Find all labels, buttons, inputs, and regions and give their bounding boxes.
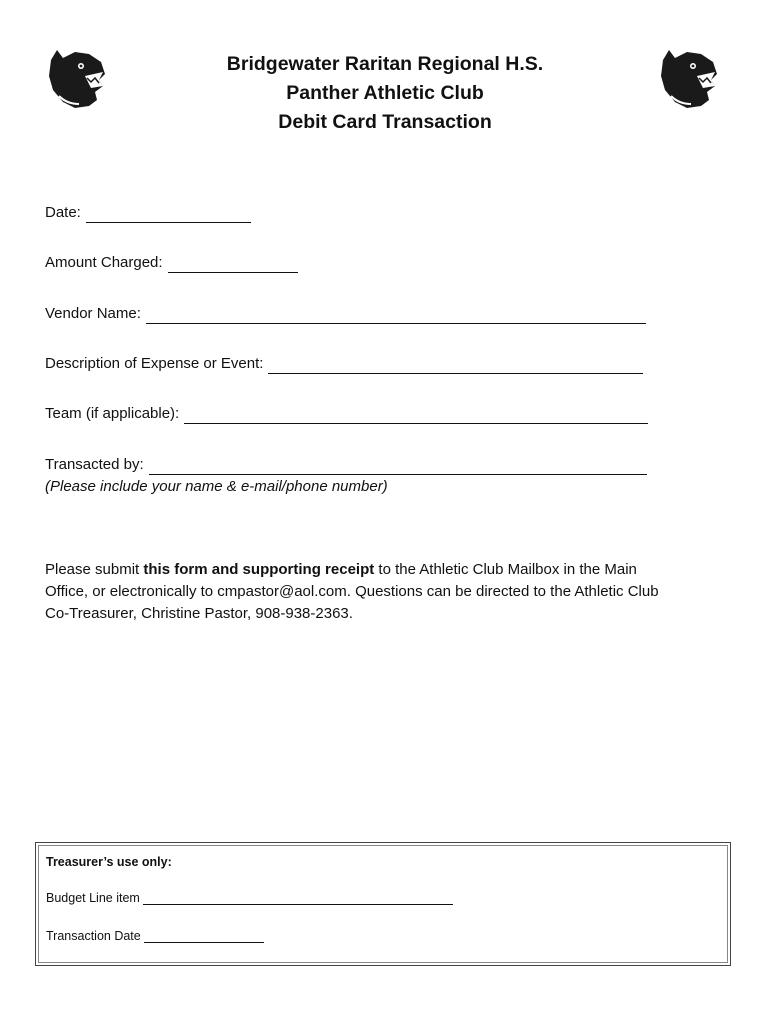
title-club: Panther Athletic Club (286, 82, 484, 104)
description-label: Description of Expense or Event: (45, 355, 264, 372)
vendor-field-row (45, 304, 646, 324)
amount-field-row (45, 253, 298, 273)
team-field-row (45, 404, 648, 424)
vendor-label: Vendor Name: (45, 305, 141, 322)
transaction-date-row (46, 929, 264, 943)
budget-line-row (46, 891, 453, 905)
description-field[interactable] (268, 357, 643, 374)
instructions-bold: this form and supporting receipt (143, 561, 375, 578)
date-field[interactable] (86, 206, 251, 223)
panther-logo-right (657, 46, 721, 112)
transacted-field[interactable] (149, 458, 647, 475)
instructions-text: Please submit (45, 561, 144, 578)
date-field-row (45, 203, 251, 223)
panther-logo-left (45, 46, 109, 112)
instructions-line-1 (45, 559, 735, 581)
treasurer-box (35, 842, 731, 966)
instructions-line-3: Co-Treasurer, Christine Pastor, 908-938-2363. (45, 605, 353, 622)
transacted-label: Transacted by: (45, 456, 144, 473)
team-field[interactable] (184, 407, 648, 424)
team-label: Team (if applicable): (45, 405, 180, 422)
treasurer-title: Treasurer’s use only: (46, 855, 172, 869)
date-label: Date: (45, 204, 81, 221)
title-form-name: Debit Card Transaction (278, 111, 492, 133)
instructions-line-2: Office, or electronically to cmpastor@aol.com. Questions can be directed to the Athletic Club (45, 583, 659, 600)
title-school: Bridgewater Raritan Regional H.S. (226, 53, 544, 75)
transaction-date-label: Transaction Date (46, 929, 141, 943)
instructions-text-cont: to the Athletic Club Mailbox in the Main (374, 561, 637, 578)
submission-instructions (45, 559, 735, 625)
amount-label: Amount Charged: (45, 254, 163, 271)
budget-line-field[interactable] (143, 892, 453, 905)
transaction-date-field[interactable] (144, 930, 264, 943)
transacted-note: (Please include your name & e-mail/phone number) (45, 478, 388, 495)
description-field-row (45, 354, 643, 374)
transacted-field-row (45, 455, 647, 475)
amount-field[interactable] (168, 256, 298, 273)
budget-line-label: Budget Line item (46, 891, 140, 905)
vendor-field[interactable] (146, 307, 646, 324)
document-title (155, 50, 615, 137)
